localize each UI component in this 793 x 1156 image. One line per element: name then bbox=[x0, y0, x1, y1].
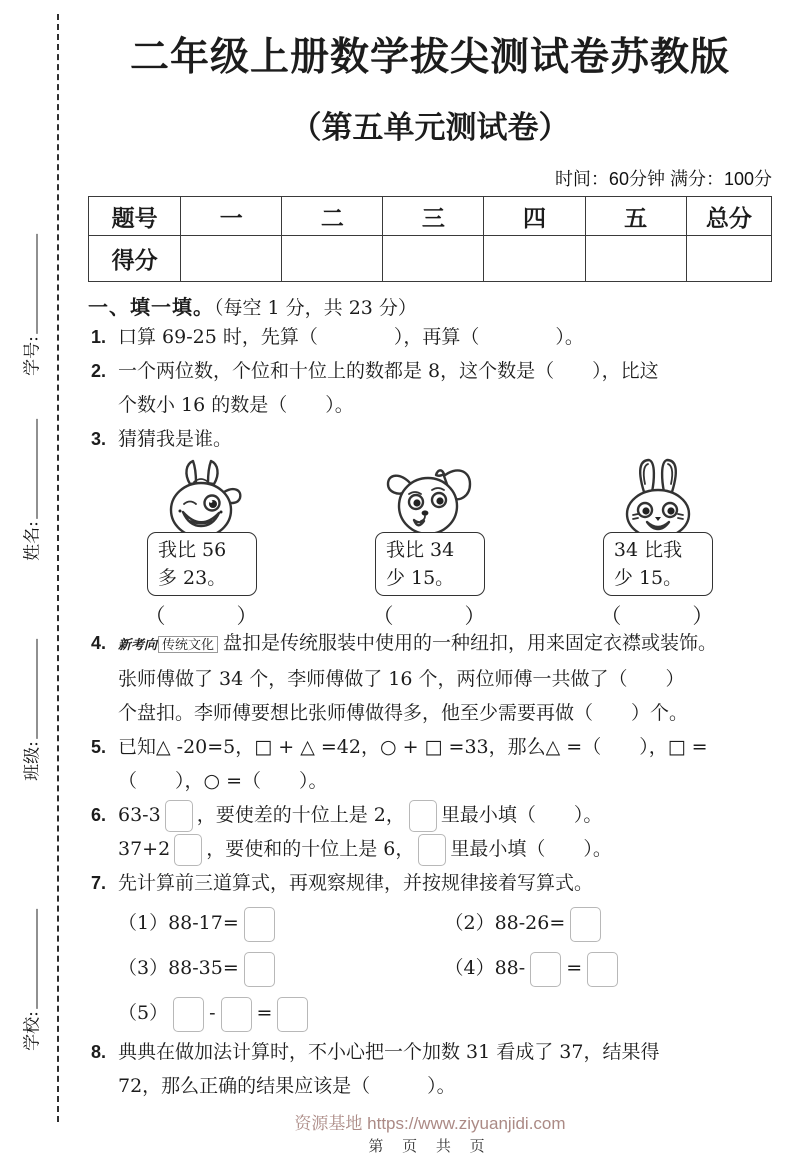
question-7-item3-expr: （3）88-35= bbox=[118, 957, 239, 979]
score-header-cell: 四 bbox=[484, 197, 585, 236]
question-7-item4-expr: （4）88- bbox=[444, 957, 526, 979]
question-8-number: 8. bbox=[91, 1042, 107, 1062]
rabbit-column bbox=[544, 458, 772, 626]
rabbit-sign-line2: 少 15。 bbox=[613, 567, 683, 589]
goat-answer-blank: （ ） bbox=[144, 604, 260, 628]
question-8-line1: 典典在做加法计算时，不小心把一个加数 31 看成了 37，结果得 bbox=[118, 1041, 660, 1063]
question-1-text: 口算 69-25 时，先算（ ），再算（ ）。 bbox=[118, 326, 584, 348]
score-table bbox=[88, 196, 772, 282]
sidebar-student-id bbox=[18, 234, 43, 376]
question-6-line1-pre: 63-3 bbox=[118, 804, 161, 826]
question-6-line2-post: 里最小填（ ）。 bbox=[450, 838, 612, 860]
score-empty-cell bbox=[282, 236, 383, 282]
section-1-heading bbox=[88, 291, 772, 320]
watermark-text: 资源基地 https://www.ziyuanjidi.com bbox=[294, 1114, 566, 1133]
goat-column bbox=[88, 458, 316, 626]
question-7-text: 先计算前三道算式，再观察规律，并按规律接着写算式。 bbox=[118, 872, 594, 894]
question-7-item5 bbox=[118, 991, 313, 1035]
score-table-score-row bbox=[89, 236, 772, 282]
page-title: 二年级上册数学拔尖测试卷苏教版 bbox=[129, 36, 730, 79]
goat-sign-line1: 我比 56 bbox=[157, 539, 227, 561]
question-2 bbox=[91, 354, 772, 422]
exam-meta: 时间：60分钟 满分：100分 bbox=[554, 169, 772, 189]
score-label-cell: 得分 bbox=[89, 236, 181, 282]
score-header-cell: 总分 bbox=[686, 197, 771, 236]
student-id-label: 学号: bbox=[22, 336, 43, 376]
question-7-item2-expr: （2）88-26= bbox=[444, 912, 566, 934]
question-7-row1 bbox=[118, 900, 772, 945]
question-7-row3 bbox=[118, 990, 772, 1035]
score-empty-cell bbox=[585, 236, 686, 282]
score-empty-cell bbox=[383, 236, 484, 282]
section-1-note: （每空 1 分，共 23 分） bbox=[214, 297, 417, 319]
new-topic-badge: 新考向 bbox=[118, 637, 158, 652]
question-5 bbox=[91, 730, 772, 798]
class-label: 班级: bbox=[22, 741, 43, 781]
question-8-line2: 72，那么正确的结果应该是（ ）。 bbox=[118, 1075, 456, 1097]
question-8 bbox=[91, 1035, 772, 1103]
class-blank bbox=[37, 639, 38, 739]
question-1 bbox=[91, 320, 772, 354]
answer-box bbox=[244, 907, 275, 942]
question-7-item3 bbox=[118, 946, 438, 990]
rabbit-sign-line1: 34 比我 bbox=[613, 539, 683, 561]
question-3-text: 猜猜我是谁。 bbox=[118, 428, 233, 450]
answer-box bbox=[587, 952, 618, 987]
question-6 bbox=[91, 798, 772, 866]
sidebar-name bbox=[18, 419, 43, 561]
answer-box bbox=[221, 997, 252, 1032]
answer-box bbox=[409, 800, 437, 832]
dog-sign-line2: 少 15。 bbox=[385, 567, 455, 589]
score-header-cell: 三 bbox=[383, 197, 484, 236]
answer-box bbox=[173, 997, 204, 1032]
school-blank bbox=[37, 909, 38, 1009]
question-7-item4-equals: = bbox=[566, 957, 583, 979]
question-7-item4 bbox=[445, 946, 624, 990]
question-2-line2: 个数小 16 的数是（ ）。 bbox=[118, 394, 354, 416]
dog-column bbox=[316, 458, 544, 626]
answer-box bbox=[277, 997, 308, 1032]
sidebar-school bbox=[18, 909, 43, 1051]
rabbit-sign bbox=[603, 532, 713, 596]
question-4-line1-text: 盘扣是传统服装中使用的一种纽扣，用来固定衣襟或装饰。 bbox=[223, 632, 718, 654]
answer-box bbox=[418, 834, 446, 866]
question-6-number: 6. bbox=[91, 805, 107, 825]
dog-sign bbox=[375, 532, 485, 596]
question-7-item5-equals: = bbox=[256, 1002, 273, 1024]
section-1-title: 一、填一填。 bbox=[88, 295, 214, 319]
dog-sign-line1: 我比 34 bbox=[385, 539, 455, 561]
question-6-line2-mid: ，要使和的十位上是 6， bbox=[206, 838, 415, 860]
school-label: 学校: bbox=[22, 1011, 43, 1051]
question-4-line3: 个盘扣。李师傅要想比张师傅做得多，他至少需要再做（ ）个。 bbox=[118, 702, 689, 724]
question-7 bbox=[91, 866, 772, 1035]
question-7-item1 bbox=[118, 901, 438, 945]
student-id-blank bbox=[37, 234, 38, 334]
question-5-line2: （ ），○ =（ ）。 bbox=[118, 770, 328, 792]
question-6-line2-pre: 37+2 bbox=[118, 838, 171, 860]
answer-box bbox=[244, 952, 275, 987]
question-5-line1: 已知△ -20=5，□ + △ =42，○ + □ =33，那么△ =（ ），□ = bbox=[118, 736, 708, 758]
question-3-figures bbox=[88, 458, 772, 626]
question-7-item2 bbox=[445, 901, 607, 945]
question-7-row2 bbox=[118, 945, 772, 990]
dog-answer-blank: （ ） bbox=[372, 604, 488, 628]
question-6-line1 bbox=[118, 798, 772, 832]
score-empty-cell bbox=[484, 236, 585, 282]
question-4 bbox=[91, 626, 772, 730]
score-header-cell: 题号 bbox=[89, 197, 181, 236]
paper-content bbox=[88, 0, 772, 1156]
question-7-item5-num: （5） bbox=[118, 1002, 169, 1024]
question-6-line1-post: 里最小填（ ）。 bbox=[440, 804, 603, 826]
binding-dashed-line bbox=[57, 14, 59, 1122]
traditional-culture-badge: 传统文化 bbox=[158, 636, 218, 653]
question-7-item1-expr: （1）88-17= bbox=[118, 912, 239, 934]
score-header-cell: 二 bbox=[282, 197, 383, 236]
goat-sign bbox=[147, 532, 257, 596]
question-2-number: 2. bbox=[91, 361, 107, 381]
question-7-number: 7. bbox=[91, 873, 107, 893]
score-empty-cell bbox=[181, 236, 282, 282]
question-2-line1: 一个两位数，个位和十位上的数都是 8，这个数是（ ），比这 bbox=[118, 360, 659, 382]
question-5-number: 5. bbox=[91, 737, 107, 757]
question-6-line1-mid: ，要使差的十位上是 2， bbox=[196, 804, 405, 826]
question-4-line1 bbox=[118, 626, 772, 662]
score-empty-cell bbox=[686, 236, 771, 282]
score-table-header-row bbox=[89, 197, 772, 236]
goat-sign-line2: 多 23。 bbox=[157, 567, 227, 589]
sidebar-class bbox=[18, 639, 43, 781]
score-header-cell: 五 bbox=[585, 197, 686, 236]
question-3 bbox=[91, 422, 772, 456]
name-blank bbox=[37, 419, 38, 519]
question-7-item5-minus: - bbox=[209, 1002, 216, 1024]
name-label: 姓名: bbox=[22, 521, 43, 561]
answer-box bbox=[570, 907, 601, 942]
question-6-line2 bbox=[118, 832, 772, 866]
score-header-cell: 一 bbox=[181, 197, 282, 236]
rabbit-answer-blank: （ ） bbox=[600, 604, 716, 628]
page-subtitle: （第五单元测试卷） bbox=[290, 110, 570, 145]
question-1-number: 1. bbox=[91, 327, 107, 347]
question-4-number: 4. bbox=[91, 633, 107, 653]
answer-box bbox=[174, 834, 202, 866]
answer-box bbox=[530, 952, 561, 987]
question-4-line2: 张师傅做了 34 个，李师傅做了 16 个，两位师傅一共做了（ ） bbox=[118, 668, 685, 690]
page-footer: 第 页 共 页 bbox=[368, 1137, 492, 1155]
question-3-number: 3. bbox=[91, 429, 107, 449]
answer-box bbox=[165, 800, 193, 832]
